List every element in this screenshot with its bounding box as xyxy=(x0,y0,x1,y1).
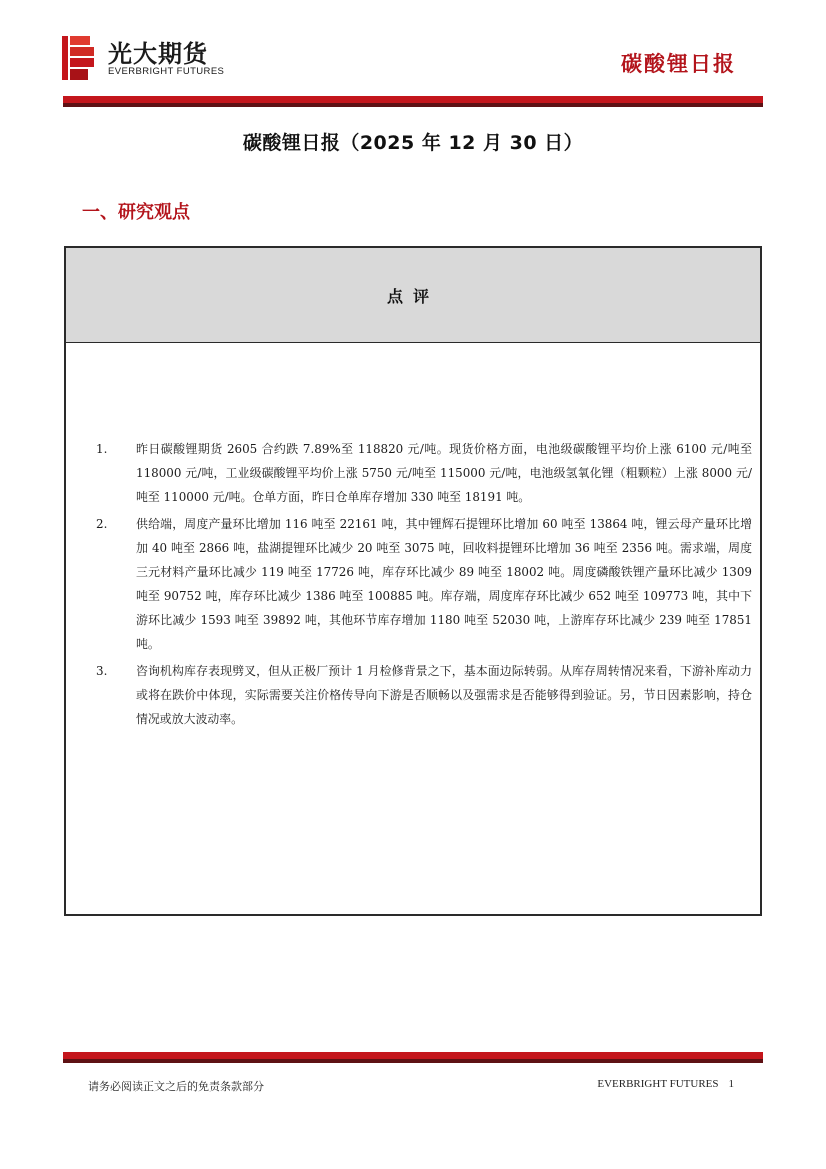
review-body xyxy=(66,343,760,731)
list-item xyxy=(96,437,752,509)
point-number: 2. xyxy=(96,517,108,531)
footer-divider xyxy=(63,1052,763,1059)
point-number: 1. xyxy=(96,442,108,456)
section-heading: 一、研究观点 xyxy=(82,202,190,223)
review-header: 点评 xyxy=(66,248,760,343)
footer-divider-shadow xyxy=(63,1059,763,1063)
everbright-logo-icon xyxy=(62,36,96,80)
document-title: 碳酸锂日报（2025 年 12 月 30 日） xyxy=(242,132,584,154)
footer-company-name: EVERBRIGHT FUTURES xyxy=(597,1078,719,1090)
logo-text-english: EVERBRIGHT FUTURES xyxy=(108,66,225,77)
point-text: 供给端，周度产量环比增加 116 吨至 22161 吨，其中锂辉石提锂环比增加 60 吨至 13864 吨，锂云母产量环比增加 40 吨至 2866 吨，盐湖提锂环比减少 20 吨至 3075 吨，回收料提锂环比增加 36 吨至 2356 吨。需求端，周度三元材料产量环比减少 119 吨至 17726 吨，库存环比减少 89 吨至 18002 吨。周度磷酸铁锂产量环比减少 1309 吨至 90752 吨，库存环比减少 1386 吨至 100885 吨。库存端，周度库存环比减少 652 吨至 109773 吨，其中下游环比减少 1593 吨至 39892 吨，其他环节库存增加 1180 吨至 52030 吨，上游库存环比减少 239 吨至 17851 吨。 xyxy=(136,517,752,651)
review-table xyxy=(64,246,762,916)
header-divider xyxy=(63,96,763,103)
point-text: 昨日碳酸锂期货 2605 合约跌 7.89%至 118820 元/吨。现货价格方面，电池级碳酸锂平均价上涨 6100 元/吨至 118000 元/吨，工业级碳酸锂平均价上涨 5750 元/吨至 115000 元/吨，电池级氢氧化锂（粗颗粒）上涨 8000 元/吨至 110000 元/吨。仓单方面，昨日仓单库存增加 330 吨至 18191 吨。 xyxy=(136,442,752,504)
point-number: 3. xyxy=(96,664,108,678)
footer-disclaimer: 请务必阅读正文之后的免责条款部分 xyxy=(88,1080,264,1093)
footer-company xyxy=(597,1078,734,1090)
header-report-name: 碳酸锂日报 xyxy=(621,52,736,76)
page-number: 1 xyxy=(728,1078,734,1090)
list-item xyxy=(96,512,752,656)
company-logo xyxy=(62,34,242,82)
header-divider-shadow xyxy=(63,103,763,107)
logo-text-chinese: 光大期货 xyxy=(108,40,208,68)
point-text: 咨询机构库存表现劈叉，但从正极厂预计 1 月检修背景之下，基本面边际转弱。从库存周转情况来看，下游补库动力或将在跌价中体现，实际需要关注价格传导向下游是否顺畅以及强需求是否能够得到验证。另，节日因素影响，持仓情况或放大波动率。 xyxy=(136,664,752,726)
list-item xyxy=(96,659,752,731)
